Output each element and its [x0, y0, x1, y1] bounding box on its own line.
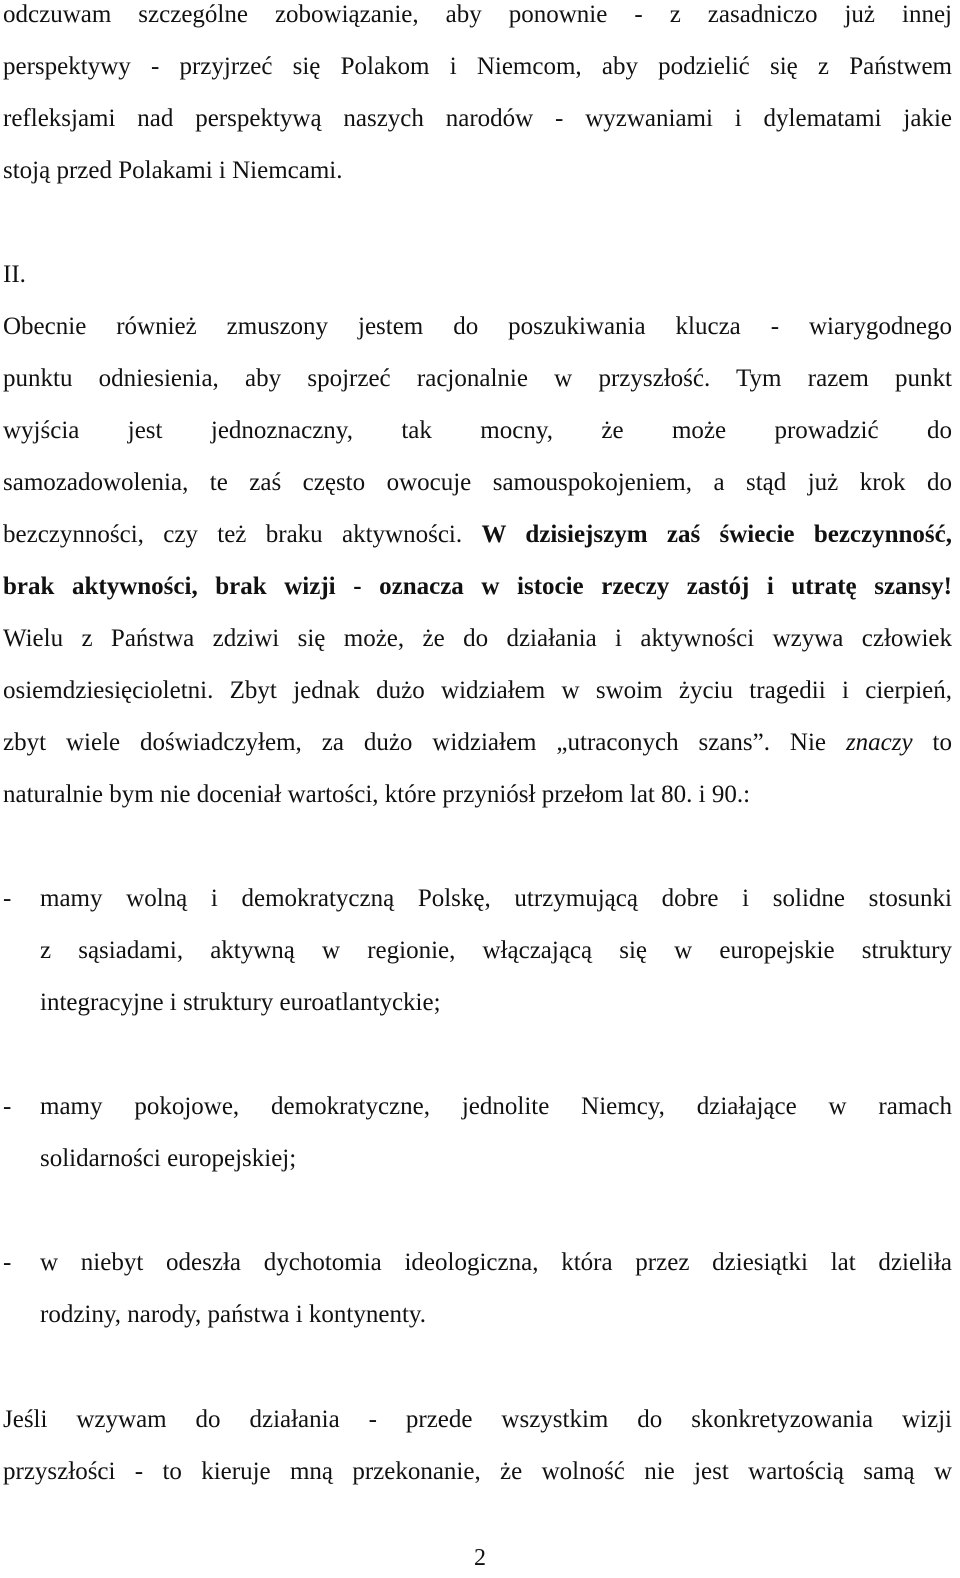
- list-item-line: integracyjne i struktury euroatlantyckie;: [40, 989, 441, 1016]
- paragraph-line: Wielu z Państwa zdziwi się może, że do działania i aktywności wzywa człowiek: [3, 625, 952, 652]
- line-text: to: [912, 729, 952, 756]
- list-item-line: mamy wolną i demokratyczną Polskę, utrzymującą dobre i solidne stosunki: [40, 885, 952, 912]
- paragraph-line: punktu odniesienia, aby spojrzeć racjonalnie w przyszłość. Tym razem punkt: [3, 365, 952, 392]
- paragraph-line: osiemdziesięcioletni. Zbyt jednak dużo widziałem w swoim życiu tragedii i cierpień,: [3, 677, 952, 704]
- italic-emphasis: znaczy: [845, 729, 913, 756]
- section-heading: II.: [3, 261, 26, 288]
- line-text: bezczynności, czy też braku aktywności.: [3, 521, 482, 548]
- paragraph-line: wyjścia jest jednoznaczny, tak mocny, że może prowadzić do: [3, 417, 952, 444]
- paragraph-line: [3, 728, 952, 758]
- list-dash: -: [3, 1249, 12, 1276]
- paragraph-line: Jeśli wzywam do działania - przede wszystkim do skonkretyzowania wizji: [3, 1406, 952, 1433]
- list-dash: -: [3, 1093, 12, 1120]
- paragraph-line: refleksjami nad perspektywą naszych narodów - wyzwaniami i dylematami jakie: [3, 105, 952, 132]
- paragraph-line: naturalnie bym nie doceniał wartości, które przyniósł przełom lat 80. i 90.:: [3, 781, 751, 808]
- paragraph-line: przyszłości - to kieruje mną przekonanie, że wolność nie jest wartością samą w: [3, 1458, 952, 1485]
- page-number: 2: [474, 1545, 486, 1571]
- paragraph-line: Obecnie również zmuszony jestem do poszukiwania klucza - wiarygodnego: [3, 313, 952, 340]
- paragraph-line: perspektywy - przyjrzeć się Polakom i Niemcom, aby podzielić się z Państwem: [3, 53, 952, 80]
- list-item-line: rodziny, narody, państwa i kontynenty.: [40, 1301, 427, 1328]
- bold-emphasis: W dzisiejszym zaś świecie bezczynność,: [481, 521, 952, 548]
- list-item-line: w niebyt odeszła dychotomia ideologiczna, która przez dziesiątki lat dzieliła: [40, 1249, 952, 1276]
- paragraph-line: [3, 520, 952, 550]
- bold-emphasis-line: brak aktywności, brak wizji - oznacza w istocie rzeczy zastój i utratę szansy!: [3, 573, 952, 600]
- list-item-line: solidarności europejskiej;: [40, 1145, 297, 1172]
- line-text: zbyt wiele doświadczyłem, za dużo widziałem „utraconych szans”. Nie: [3, 729, 846, 756]
- list-dash: -: [3, 885, 12, 912]
- paragraph-line: stoją przed Polakami i Niemcami.: [3, 157, 343, 184]
- paragraph-line: samozadowolenia, te zaś często owocuje samouspokojeniem, a stąd już krok do: [3, 469, 952, 496]
- list-item-line: z sąsiadami, aktywną w regionie, włączającą się w europejskie struktury: [40, 937, 952, 964]
- list-item-line: mamy pokojowe, demokratyczne, jednolite Niemcy, działające w ramach: [40, 1093, 952, 1120]
- paragraph-line: odczuwam szczególne zobowiązanie, aby ponownie - z zasadniczo już innej: [3, 1, 952, 28]
